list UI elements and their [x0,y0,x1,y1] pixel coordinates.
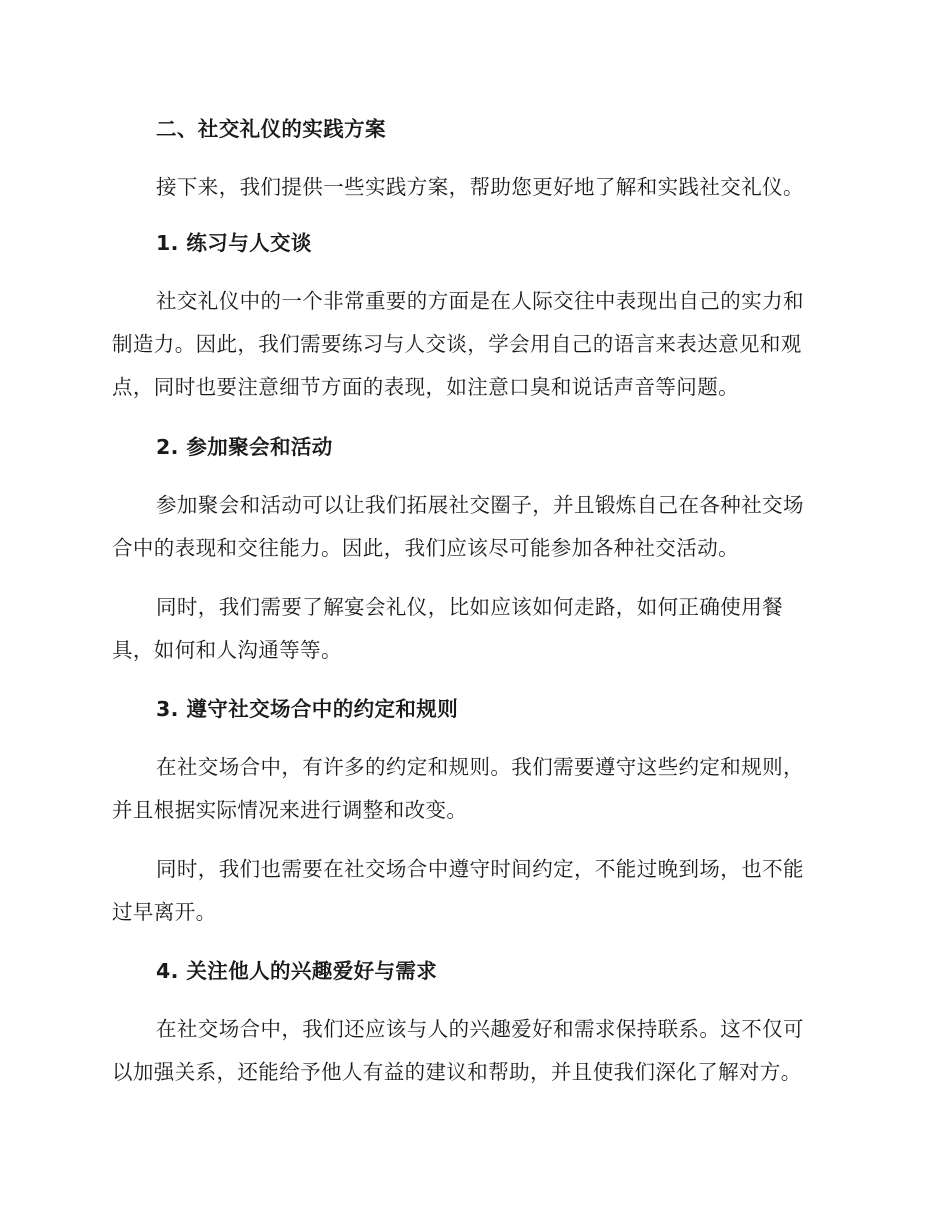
paragraph-line: 合中的表现和交往能力。因此，我们应该尽可能参加各种社交活动。 [112,536,739,560]
paragraph-line: 具，如何和人沟通等等。 [112,638,342,662]
paragraph-line: 过早离开。 [112,900,217,924]
item-2-heading: 2. 参加聚会和活动 [156,435,333,459]
item-4-heading: 4. 关注他人的兴趣爱好与需求 [156,959,438,983]
paragraph-line: 在社交场合中，有许多的约定和规则。我们需要遵守这些约定和规则， [156,755,804,779]
paragraph-line: 在社交场合中，我们还应该与人的兴趣爱好和需求保持联系。这不仅可 [156,1017,804,1041]
intro-paragraph: 接下来，我们提供一些实践方案，帮助您更好地了解和实践社交礼仪。 [156,175,804,199]
paragraph-line: 参加聚会和活动可以让我们拓展社交圈子，并且锻炼自己在各种社交场 [156,493,804,517]
item-2-paragraph-1 [112,484,832,570]
paragraph-line: 并且根据实际情况来进行调整和改变。 [112,798,468,822]
paragraph-line: 同时，我们也需要在社交场合中遵守时间约定，不能过晚到场，也不能 [156,857,804,881]
paragraph-line: 点，同时也要注意细节方面的表现，如注意口臭和说话声音等问题。 [112,375,739,399]
item-3-paragraph-2 [112,848,832,934]
paragraph-line: 社交礼仪中的一个非常重要的方面是在人际交往中表现出自己的实力和 [156,289,804,313]
section-title: 二、社交礼仪的实践方案 [156,117,386,141]
item-4-paragraph-1 [112,1008,832,1094]
item-3-paragraph-1 [112,746,832,832]
item-1-heading: 1. 练习与人交谈 [156,231,312,255]
paragraph-line: 制造力。因此，我们需要练习与人交谈，学会用自己的语言来表达意见和观 [112,332,802,356]
item-2-paragraph-2 [112,586,832,672]
paragraph-line: 同时，我们需要了解宴会礼仪，比如应该如何走路，如何正确使用餐 [156,595,783,619]
paragraph-line: 以加强关系，还能给予他人有益的建议和帮助，并且使我们深化了解对方。 [112,1060,802,1084]
item-3-heading: 3. 遵守社交场合中的约定和规则 [156,697,459,721]
item-1-paragraph-1 [112,280,832,409]
